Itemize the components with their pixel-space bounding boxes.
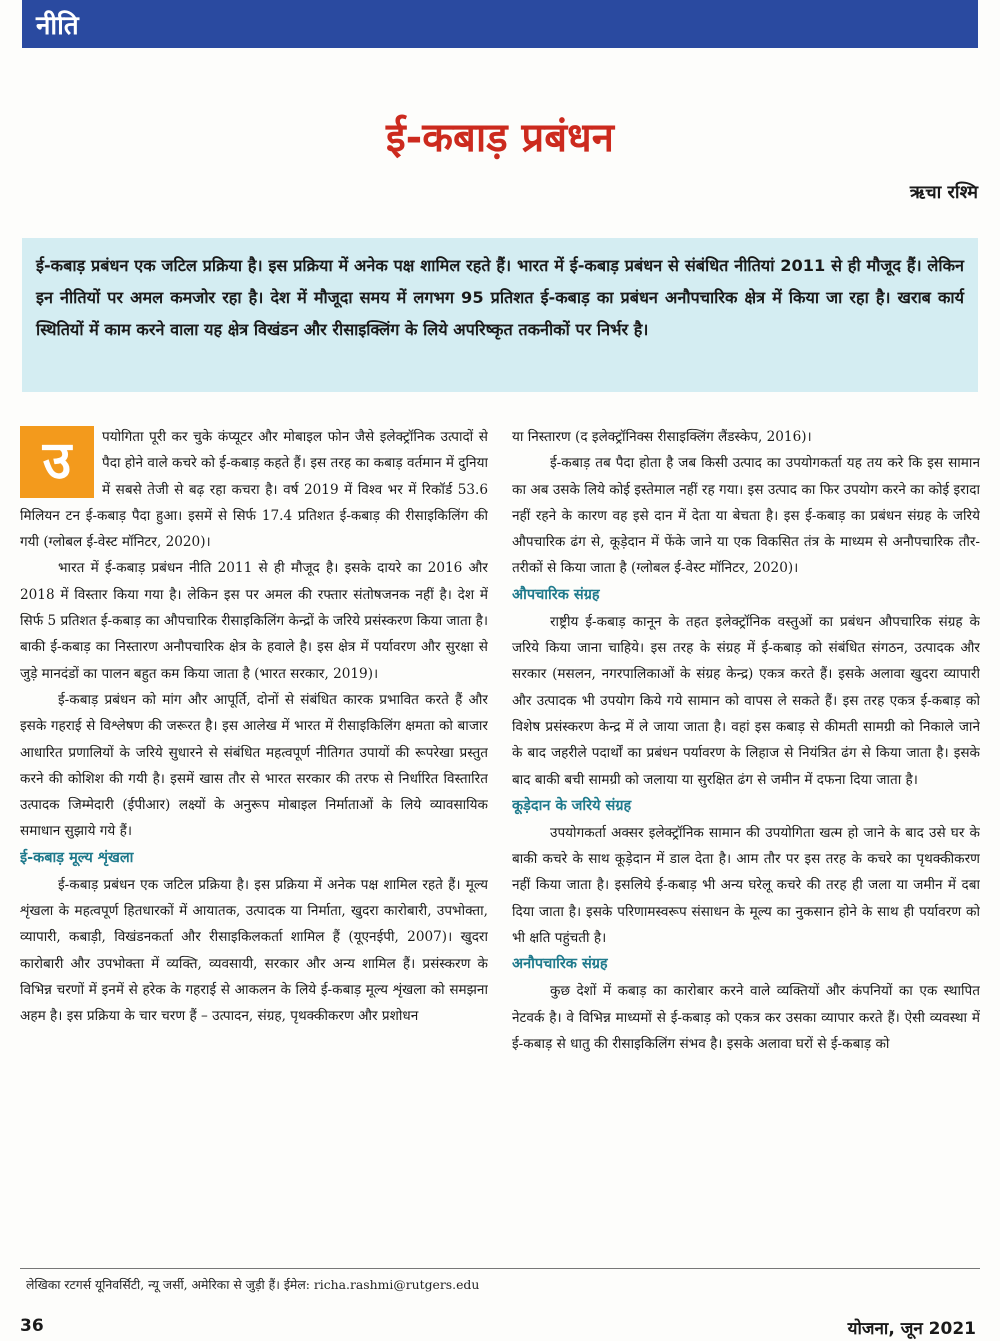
paragraph: राष्ट्रीय ई-कबाड़ कानून के तहत इलेक्ट्रॉनिक वस्तुओं का प्रबंधन औपचारिक संग्रह के जरिये किया जाना चाहिये। इस तरह के संग्रह में ई-कबाड़ को संबंधित संगठन, उत्पादक और सरकार (मसलन, नगरपालिकाओं के संग्रह केन्द्र) एकत्र करते हैं। इसके अलावा खुदरा व्यापारी और उत्पादक भी उपयोग किये गये सामान को वापस ले सकते हैं। इस तरह एकत्र ई-कबाड़ को विशेष प्रसंस्करण केन्द्र में ले जाया जाता है। वहां इस कबाड़ से कीमती सामग्री को निकाले जाने के बाद जहरीले पदार्थों का प्रबंधन पर्यावरण के लिहाज से नियंत्रित ढंग से किया जाता है। इसके बाद बाकी बची सामग्री को जलाया या सुरक्षित ढंग से जमीन में दफना दिया जाता है। bbox=[512, 613, 980, 788]
abstract-box bbox=[22, 238, 978, 392]
paragraph: पयोगिता पूरी कर चुके कंप्यूटर और मोबाइल फोन जैसे इलेक्ट्रॉनिक उत्पादों से पैदा होने वाले कचरे को ई-कबाड़ कहते हैं। इस तरह का कबाड़ वर्तमान में दुनिया में सबसे तेजी से बढ़ रहा कचरा है। वर्ष 2019 में विश्व भर में रिकॉर्ड 53.6 मिलियन टन ई-कबाड़ पैदा हुआ। इसमें से सिर्फ 17.4 प्रतिशत ई-कबाड़ की रीसाइकिलिंग की गयी (ग्लोबल ई-वेस्ट मॉनिटर, 2020)। bbox=[20, 429, 488, 551]
journal-issue: योजना, जून 2021 bbox=[847, 1319, 976, 1339]
paragraph: ई-कबाड़ तब पैदा होता है जब किसी उत्पाद का उपयोगकर्ता यह तय करे कि इस सामान का अब उसके लिये कोई इस्तेमाल नहीं रह गया। इस उत्पाद का फिर उपयोग करने का कोई इरादा नहीं रहने के कारण वह इसे दान में देता या बेचता है। इस ई-कबाड़ का प्रबंधन संग्रह के जरिये औपचारिक ढंग से, कूड़ेदान में फेंके जाने या एक विकसित तंत्र के माध्यम से अनौपचारिक तौर-तरीकों से किया जाता है (ग्लोबल ई-वेस्ट मॉनिटर, 2020)। bbox=[512, 455, 980, 577]
page-number: 36 bbox=[20, 1316, 44, 1336]
subheading-bin-collection: कूड़ेदान के जरिये संग्रह bbox=[512, 797, 632, 814]
paragraph: भारत में ई-कबाड़ प्रबंधन नीति 2011 से ही मौजूद है। इसके दायरे का 2016 और 2018 में विस्तार किया गया है। लेकिन इस पर अमल की रफ्तार संतोषजनक नहीं है। देश में सिर्फ 5 प्रतिशत ई-कबाड़ का औपचारिक रीसाइकिलिंग केन्द्रों के जरिये प्रसंस्करण किया जाता है। बाकी ई-कबाड़ का निस्तारण अनौपचारिक क्षेत्र के हवाले है। इस क्षेत्र में पर्यावरण और सुरक्षा से जुड़े मानदंडों का पालन बहुत कम किया जाता है (भारत सरकार, 2019)। bbox=[20, 560, 488, 682]
abstract-text: ई-कबाड़ प्रबंधन एक जटिल प्रक्रिया है। इस प्रक्रिया में अनेक पक्ष शामिल रहते हैं। भारत में ई-कबाड़ प्रबंधन से संबंधित नीतियां 2011 से ही मौजूद हैं। लेकिन इन नीतियों पर अमल कमजोर रहा है। देश में मौजूदा समय में लगभग 95 प्रतिशत ई-कबाड़ का प्रबंधन अनौपचारिक क्षेत्र में किया जा रहा है। खराब कार्य स्थितियों में काम करने वाला यह क्षेत्र विखंडन और रीसाइक्लिंग के लिये अपरिष्कृत तकनीकों पर निर्भर है। bbox=[36, 256, 964, 339]
subheading-value-chain: ई-कबाड़ मूल्य शृंखला bbox=[20, 849, 134, 866]
footnote-divider bbox=[20, 1268, 980, 1269]
subheading-formal-collection: औपचारिक संग्रह bbox=[512, 586, 600, 603]
paragraph: कुछ देशों में कबाड़ का कारोबार करने वाले व्यक्तियों और कंपनियों का एक स्थापित नेटवर्क है। वे विभिन्न माध्यमों से ई-कबाड़ को एकत्र कर उसका व्यापार करते हैं। ऐसी व्यवस्था में ई-कबाड़ से धातु की रीसाइकिलिंग संभव है। इसके अलावा घरों से ई-कबाड़ को bbox=[512, 983, 980, 1052]
section-header-bar bbox=[22, 0, 978, 48]
article-title: ई-कबाड़ प्रबंधन bbox=[386, 115, 614, 161]
dropcap: उ bbox=[20, 426, 94, 498]
subheading-informal-collection: अनौपचारिक संग्रह bbox=[512, 956, 608, 973]
author-footnote: लेखिका रटगर्स यूनिवर्सिटी, न्यू जर्सी, अमेरिका से जुड़ी हैं। ईमेल: richa.rashmi@rutgers.edu bbox=[26, 1277, 480, 1292]
article-author: ऋचा रश्मि bbox=[909, 182, 978, 203]
right-column bbox=[512, 424, 980, 1262]
section-label: नीति bbox=[36, 11, 79, 41]
paragraph: ई-कबाड़ प्रबंधन एक जटिल प्रक्रिया है। इस प्रक्रिया में अनेक पक्ष शामिल रहते हैं। मूल्य शृंखला के महत्वपूर्ण हितधारकों में आयातक, उत्पादक या निर्माता, खुदरा कारोबारी, उपभोक्ता, व्यापारी, कबाड़ी, विखंडनकर्ता और रीसाइकिलकर्ता शामिल हैं (यूएनईपी, 2007)। खुदरा कारोबारी और उपभोक्ता में व्यक्ति, व्यवसायी, सरकार और अन्य शामिल हैं। प्रसंस्करण के विभिन्न चरणों में इनमें से हरेक के गहराई से आकलन के लिये ई-कबाड़ मूल्य शृंखला को समझना अहम है। इस प्रक्रिया के चार चरण हैं – उत्पादन, संग्रह, पृथक्कीकरण और प्रशोधन bbox=[20, 876, 488, 1025]
paragraph: या निस्तारण (द इलेक्ट्रॉनिक्स रीसाइक्लिंग लैंडस्केप, 2016)। bbox=[512, 429, 812, 445]
paragraph: उपयोगकर्ता अक्सर इलेक्ट्रॉनिक सामान की उपयोगिता खत्म हो जाने के बाद उसे घर के बाकी कचरे के साथ कूड़ेदान में डाल देता है। आम तौर पर इस तरह के कचरे का पृथक्कीकरण नहीं किया जाता है। इसलिये ई-कबाड़ भी अन्य घरेलू कचरे की तरह ही जला या जमीन में दबा दिया जाता है। इसके परिणामस्वरूप संसाधन के मूल्य का नुकसान होने के साथ ही पर्यावरण को भी क्षति पहुंचती है। bbox=[512, 824, 980, 947]
paragraph: ई-कबाड़ प्रबंधन को मांग और आपूर्ति, दोनों से संबंधित कारक प्रभावित करते हैं और इसके गहराई से विश्लेषण की जरूरत है। इस आलेख में भारत में रीसाइकिलिंग क्षमता को बाजार आधारित प्रणालियों के जरिये सुधारने से संबंधित महत्वपूर्ण नीतिगत उपायों की रूपरेखा प्रस्तुत करने की कोशिश की गयी है। इसमें खास तौर से भारत सरकार की तरफ से निर्धारित विस्तारित उत्पादक जिम्मेदारी (ईपीआर) लक्ष्यों के अनुरूप मोबाइल निर्माताओं के लिये व्यावसायिक समाधान सुझाये गये हैं। bbox=[20, 691, 488, 840]
left-column bbox=[20, 424, 488, 1262]
